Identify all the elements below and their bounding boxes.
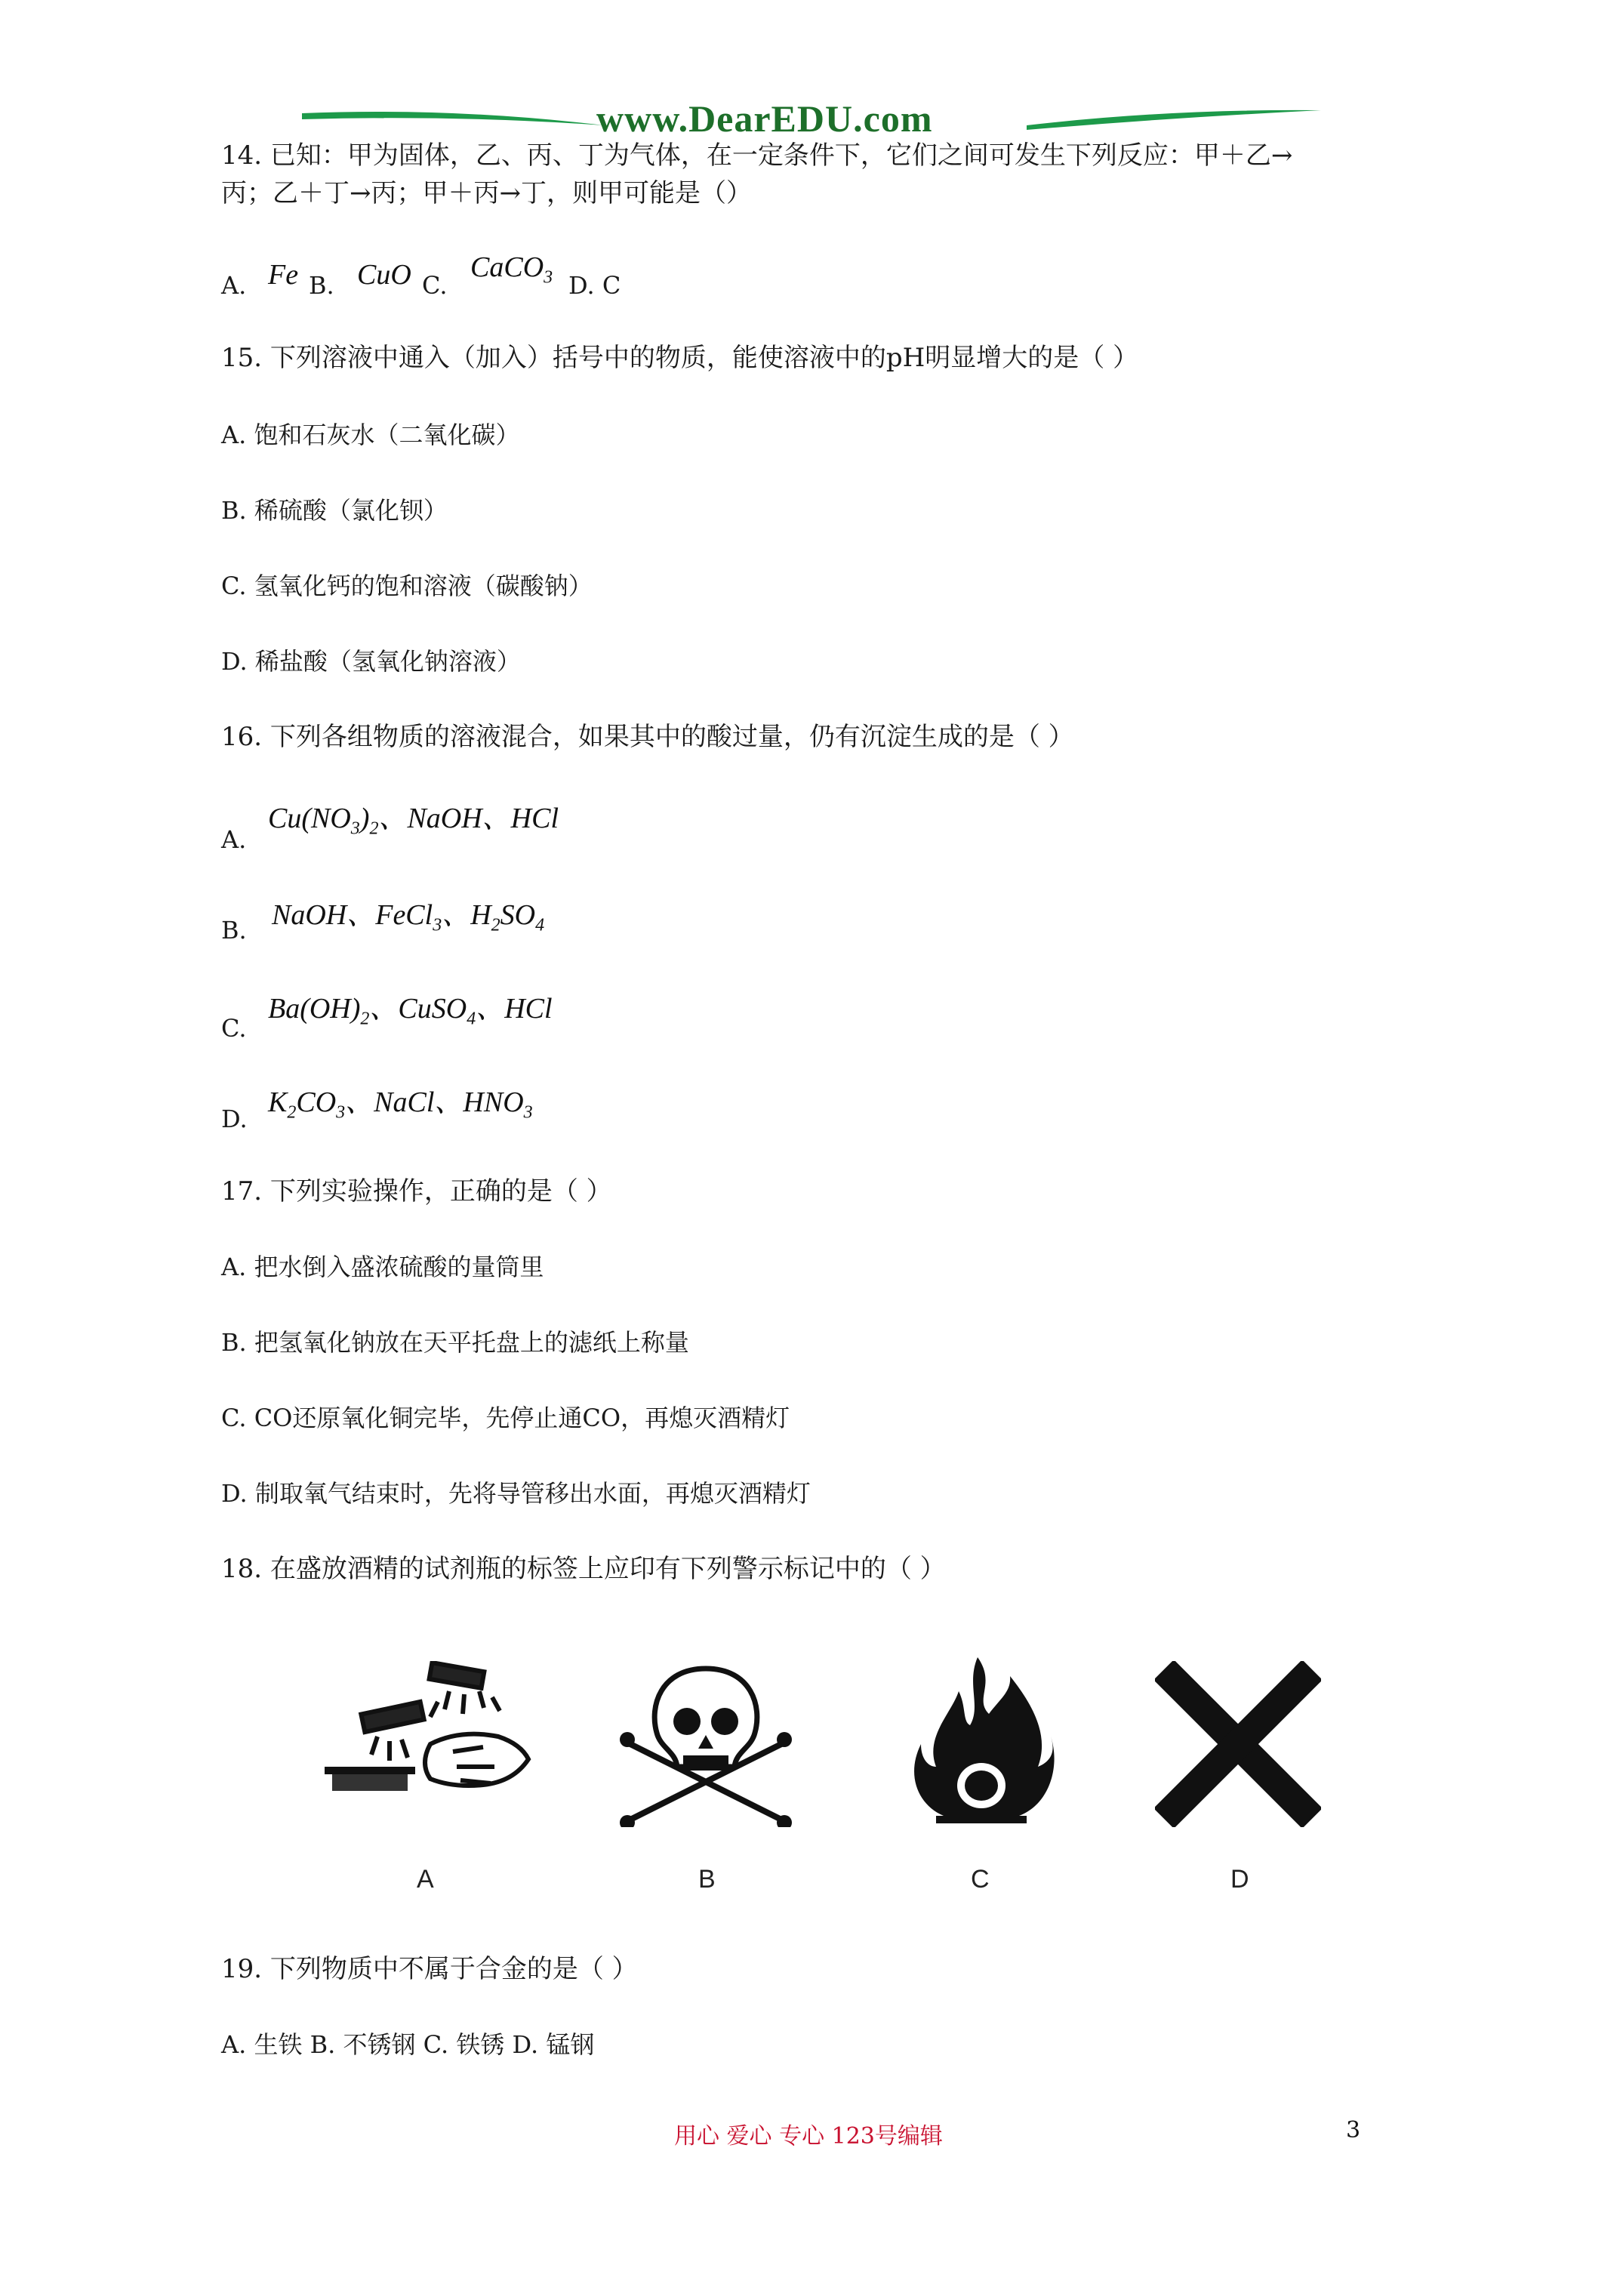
page-number: 3 (1346, 2117, 1361, 2143)
q14-option-b-label: B. (309, 271, 334, 300)
q14-option-c-formula: CaCO$_3$ (470, 251, 553, 288)
q16-option-c-label: C. (221, 1014, 247, 1043)
q17-option-b: B. 把氢氧化钠放在天平托盘上的滤纸上称量 (221, 1328, 689, 1357)
q15-option-a: A. 饱和石灰水（二氧化碳） (221, 421, 520, 449)
symbol-label-a: A (417, 1865, 434, 1894)
q19-stem: 19. 下列物质中不属于合金的是（ ） (221, 1954, 638, 1984)
q18-stem: 18. 在盛放酒精的试剂瓶的标签上应印有下列警示标记中的（ ） (221, 1554, 946, 1584)
q14-option-d: D. C (568, 271, 621, 300)
q16-stem: 16. 下列各组物质的溶液混合，如果其中的酸过量，仍有沉淀生成的是（ ） (221, 722, 1074, 752)
skull-crossbones-icon (608, 1661, 804, 1827)
q17-option-c: C. CO还原氧化铜完毕，先停止通CO，再熄灭酒精灯 (221, 1404, 790, 1432)
symbol-label-d: D (1230, 1865, 1249, 1894)
q19-options: A. 生铁 B. 不锈钢 C. 铁锈 D. 锰钢 (221, 2030, 595, 2059)
header-swoosh-left (302, 103, 604, 133)
q14-options (221, 251, 750, 302)
x-cross-icon (1155, 1661, 1321, 1827)
q15-stem: 15. 下列溶液中通入（加入）括号中的物质，能使溶液中的pH明显增大的是（ ） (221, 343, 1139, 373)
q15-option-d: D. 稀盐酸（氢氧化钠溶液） (221, 647, 521, 676)
header-swoosh-right (1027, 103, 1321, 133)
q14-option-a-formula: Fe (268, 259, 299, 291)
q14-option-a-label: A. (221, 271, 247, 300)
q16-option-d-formula: $K_2CO_3$、NaCl、$HNO_3$ (268, 1086, 533, 1123)
q16-option-b-label: B. (221, 916, 247, 945)
flame-icon (906, 1653, 1057, 1827)
q16-option-c-formula: $Ba(OH)_2$、CuSO$_4$、HCl (268, 993, 553, 1029)
q14-stem-line1: 14. 已知：甲为固体，乙、丙、丁为气体，在一定条件下，它们之间可发生下列反应：甲＋乙→ (221, 140, 1293, 171)
q14-stem-line2: 丙；乙＋丁→丙；甲＋丙→丁，则甲可能是（） (221, 178, 752, 208)
q17-option-a: A. 把水倒入盛浓硫酸的量筒里 (221, 1253, 544, 1281)
corrosive-icon (317, 1661, 544, 1812)
q17-stem: 17. 下列实验操作，正确的是（ ） (221, 1176, 612, 1207)
q18-symbols (302, 1646, 1359, 1910)
site-logo[interactable]: www.DearEDU.com (596, 97, 933, 140)
symbol-label-b: B (698, 1865, 716, 1894)
q16-option-a-formula: $Cu(NO_3)_2$、NaOH、HCl (268, 803, 559, 839)
symbol-label-c: C (971, 1865, 990, 1894)
q16-option-b-formula: NaOH、FeCl$_3$、$H_2SO_4$ (272, 899, 545, 935)
q16-option-d-label: D. (221, 1105, 248, 1133)
q16-option-a-label: A. (221, 825, 247, 854)
q15-option-b: B. 稀硫酸（氯化钡） (221, 496, 448, 525)
q15-option-c: C. 氢氧化钙的饱和溶液（碳酸钠） (221, 572, 593, 600)
q17-option-d: D. 制取氧气结束时，先将导管移出水面，再熄灭酒精灯 (221, 1479, 811, 1508)
q14-option-b-formula: CuO (357, 259, 411, 291)
footer-text: 用心 爱心 专心 123号编辑 (674, 2123, 943, 2150)
q14-option-c-label: C. (422, 271, 448, 300)
